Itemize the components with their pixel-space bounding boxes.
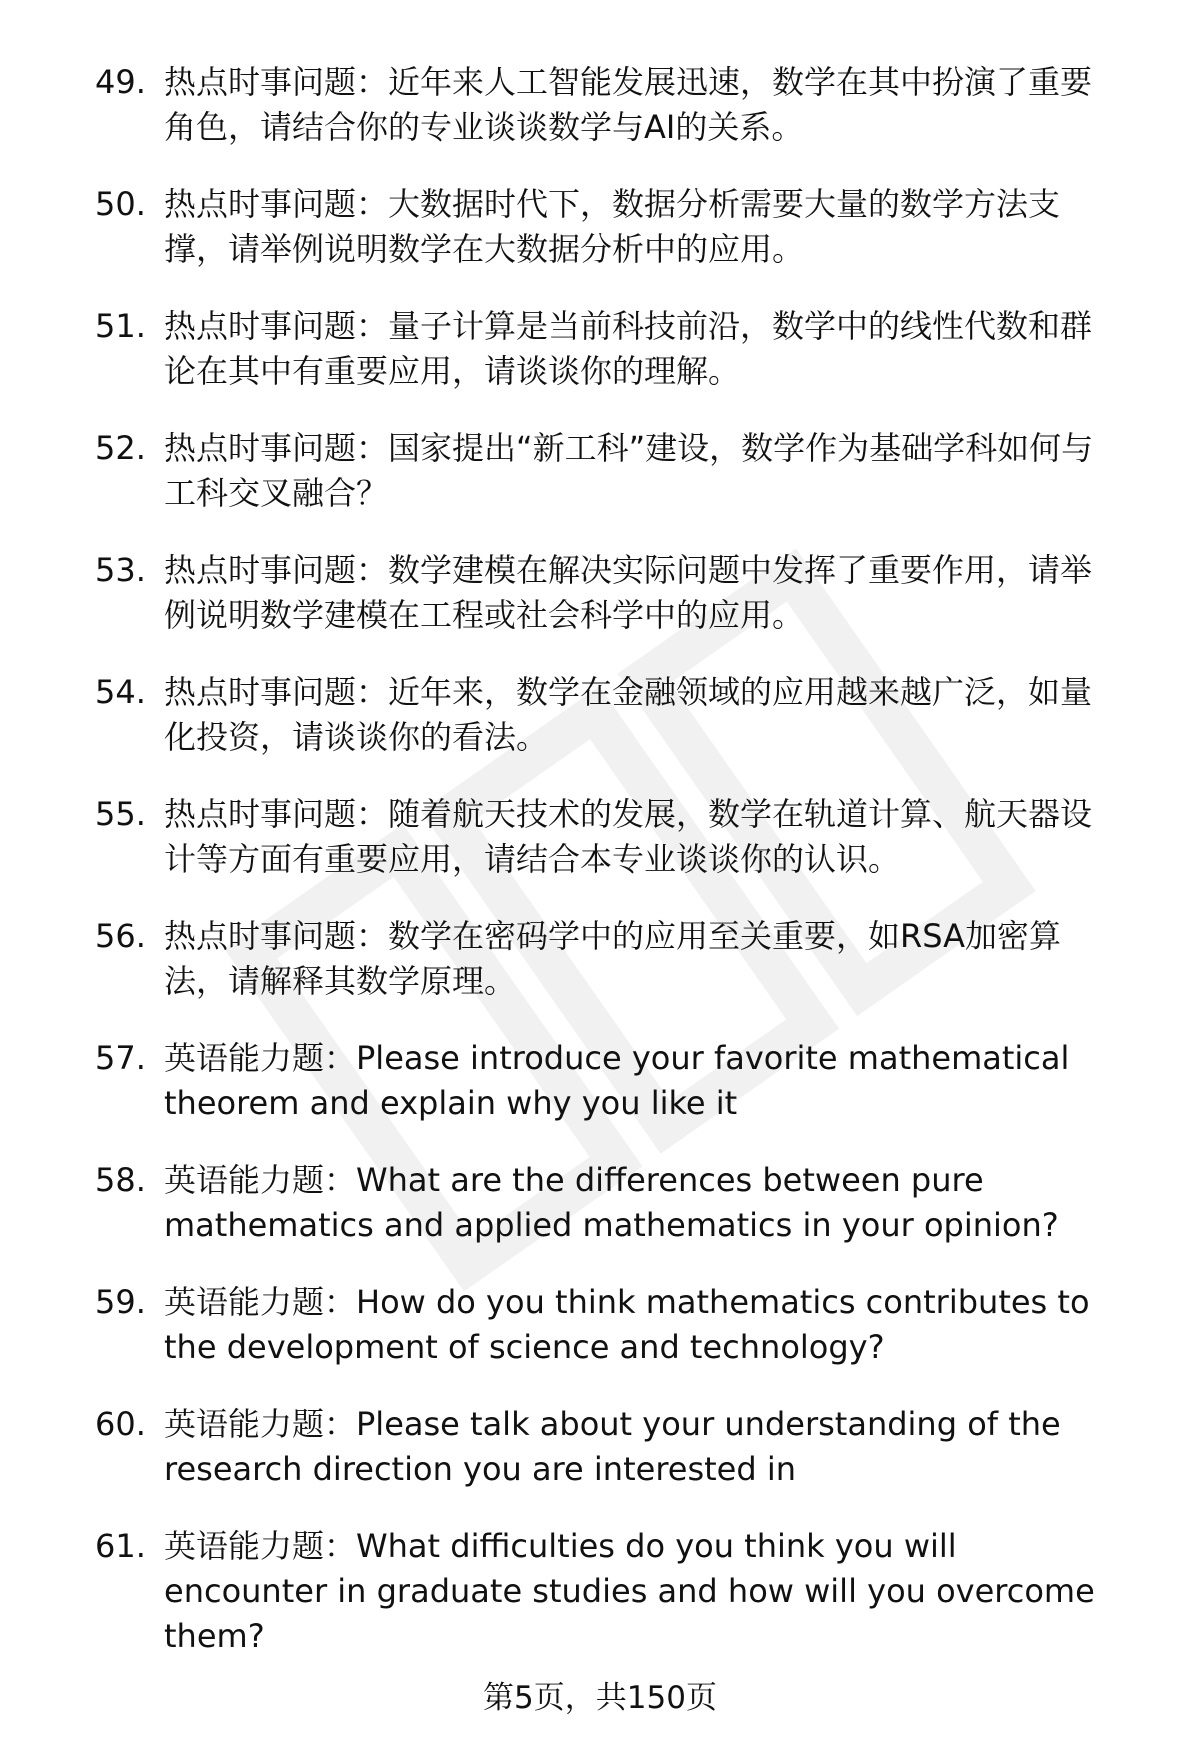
question-number: 59. [95, 1283, 146, 1321]
question-text: 热点时事问题：随着航天技术的发展，数学在轨道计算、航天器设计等方面有重要应用，请结合本专业谈谈你的认识。 [164, 795, 1093, 878]
question-item [95, 1280, 1105, 1370]
question-item [95, 1036, 1105, 1126]
question-number: 56. [95, 917, 146, 955]
question-text: 热点时事问题：数学建模在解决实际问题中发挥了重要作用，请举例说明数学建模在工程或社会科学中的应用。 [164, 551, 1093, 634]
question-text: 英语能力题：How do you think mathematics contributes to the development of science and technology? [164, 1283, 1090, 1366]
question-number: 54. [95, 673, 146, 711]
question-number: 58. [95, 1161, 146, 1199]
page-footer: 第5页，共150页 [483, 1680, 717, 1716]
question-item [95, 914, 1105, 1004]
question-number: 53. [95, 551, 146, 589]
question-number: 52. [95, 429, 146, 467]
question-text: 热点时事问题：量子计算是当前科技前沿，数学中的线性代数和群论在其中有重要应用，请谈谈你的理解。 [164, 307, 1093, 390]
question-item [95, 304, 1105, 394]
question-number: 49. [95, 63, 146, 101]
question-number: 55. [95, 795, 146, 833]
question-item [95, 1158, 1105, 1248]
question-text: 热点时事问题：大数据时代下，数据分析需要大量的数学方法支撑，请举例说明数学在大数据分析中的应用。 [164, 185, 1061, 268]
question-text: 英语能力题：What are the differences between pure mathematics and applied mathematics in your opinion? [164, 1161, 1059, 1244]
question-number: 60. [95, 1405, 146, 1443]
question-item [95, 792, 1105, 882]
question-text: 热点时事问题：近年来人工智能发展迅速，数学在其中扮演了重要角色，请结合你的专业谈谈数学与AI的关系。 [164, 63, 1093, 146]
question-text: 英语能力题：What difficulties do you think you will encounter in graduate studies and how will you overcome them? [164, 1527, 1095, 1655]
question-number: 50. [95, 185, 146, 223]
question-item [95, 60, 1105, 150]
question-item [95, 548, 1105, 638]
question-text: 热点时事问题：国家提出“新工科”建设，数学作为基础学科如何与工科交叉融合？ [164, 429, 1094, 512]
question-text: 英语能力题：Please introduce your favorite mathematical theorem and explain why you like it [164, 1039, 1070, 1122]
question-text: 热点时事问题：数学在密码学中的应用至关重要，如RSA加密算法，请解释其数学原理。 [164, 917, 1062, 1000]
question-text: 热点时事问题：近年来，数学在金融领域的应用越来越广泛，如量化投资，请谈谈你的看法。 [164, 673, 1093, 756]
question-number: 61. [95, 1527, 146, 1565]
question-item [95, 426, 1105, 516]
question-item [95, 1402, 1105, 1492]
question-item [95, 1524, 1105, 1659]
question-text: 英语能力题：Please talk about your understanding of the research direction you are interested in [164, 1405, 1061, 1488]
question-number: 57. [95, 1039, 146, 1077]
question-item [95, 670, 1105, 760]
question-list [95, 60, 1105, 1691]
question-item [95, 182, 1105, 272]
question-number: 51. [95, 307, 146, 345]
